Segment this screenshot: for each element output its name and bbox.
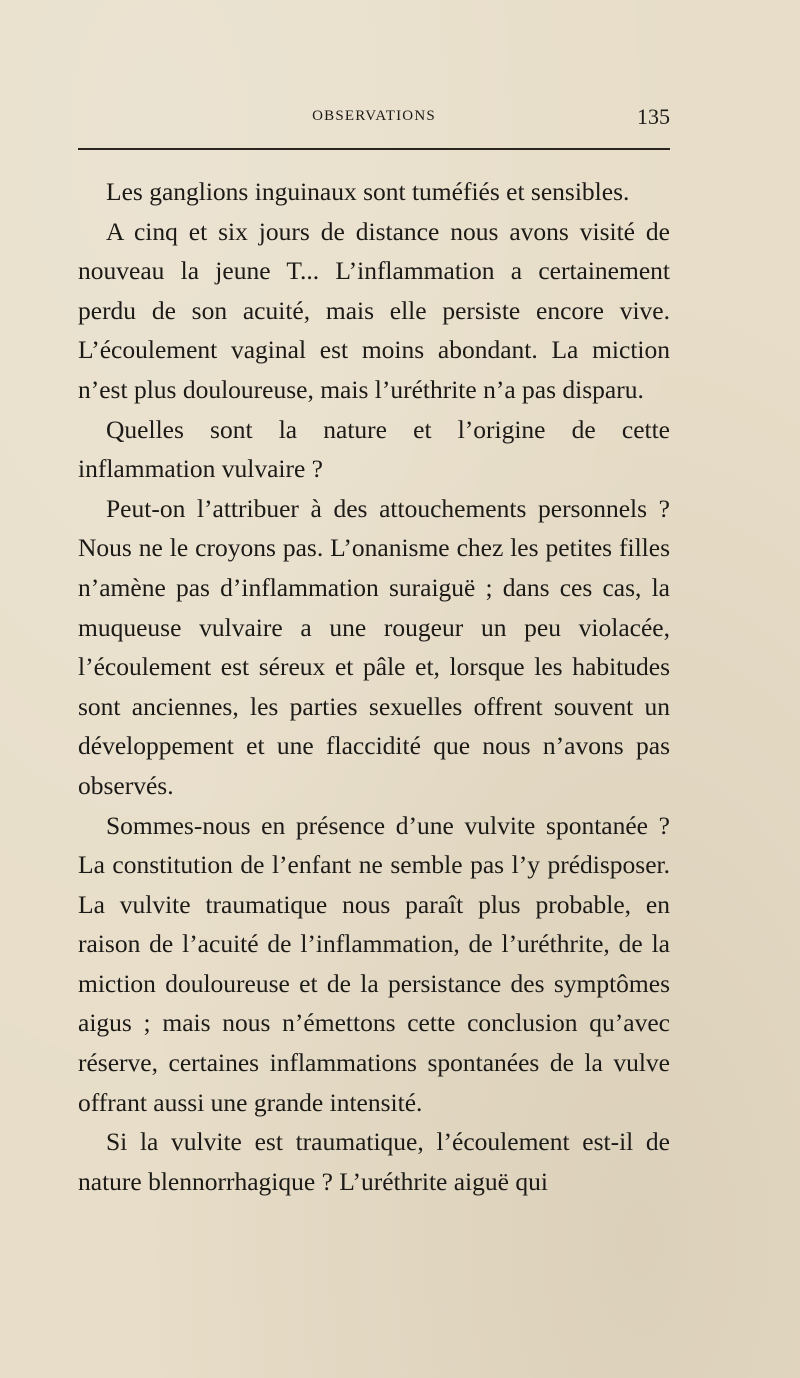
- paragraph: Les ganglions inguinaux sont tuméfiés et sensibles.: [106, 177, 630, 206]
- paragraph: Si la vulvite est traumatique, l’écoulement est-il de nature blennorrhagique ? L’uréthrite aiguë qui: [78, 1127, 670, 1196]
- paragraph: Quelles sont la nature et l’origine de cette inflammation vulvaire ?: [78, 414, 670, 484]
- page-number: 135: [637, 104, 670, 129]
- header-rule: [78, 148, 670, 150]
- paragraph: Peut-on l’attribuer à des attouchements personnels ? Nous ne le croyons pas. L’onanisme chez les petites filles n’amène pas d’inflammation suraiguë ; dans ces cas, la muqueuse vulvaire a une rougeur un peu violacée, l’écoulement est séreux et pâle et, lorsque les habitudes sont anciennes, les parties sexuelles offrent souvent un développement et une flaccidité que nous n’avons pas observés.: [78, 493, 670, 800]
- page-header: [78, 104, 670, 134]
- running-title: OBSERVATIONS: [312, 108, 436, 124]
- paragraph: A cinq et six jours de distance nous avons visité de nouveau la jeune T... L’inflammation a certainement perdu de son acuité, mais elle persiste encore vive. L’écoulement vaginal est moins abondant. La miction n’est plus douloureuse, mais l’uréthrite n’a pas disparu.: [78, 216, 670, 404]
- paragraph: Sommes-nous en présence d’une vulvite spontanée ? La constitution de l’enfant ne semble pas l’y prédisposer. La vulvite traumatique nous paraît plus probable, en raison de l’acuité de l’inflammation, de l’uréthrite, de la miction douloureuse et de la persistance des symptômes aigus ; mais nous n’émettons cette conclusion qu’avec réserve, certaines inflammations spontanées de la vulve offrant aussi une grande intensité.: [78, 810, 670, 1117]
- body-text: [78, 172, 670, 1201]
